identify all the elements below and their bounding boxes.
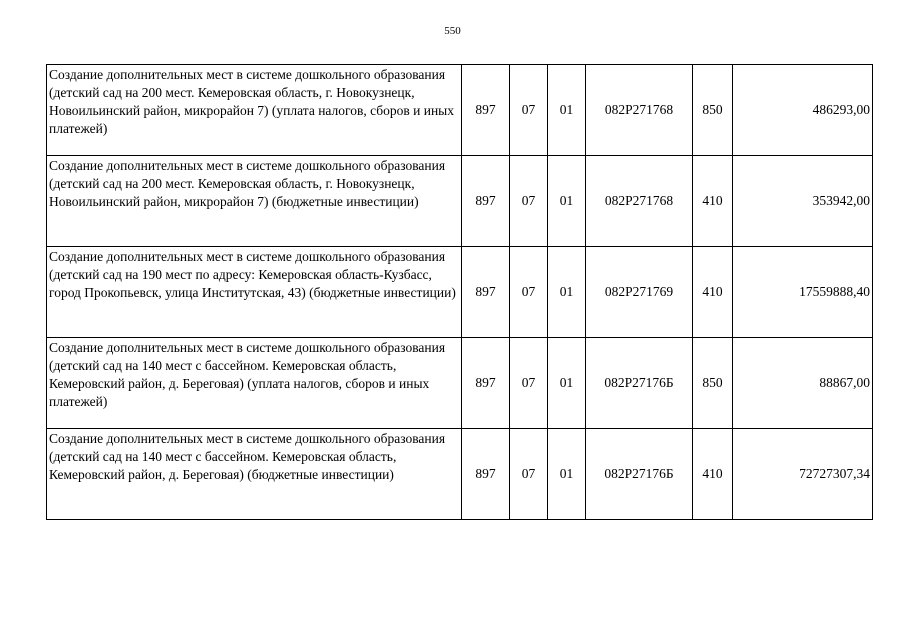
row-description: Создание дополнительных мест в системе дошкольного образования (детский сад на 140 мест с бассейном. Кемеровская область, Кемеровский район, д. Береговая) (бюджетные инвестиции) bbox=[47, 429, 462, 520]
target-article-code: 082P27176Б bbox=[586, 429, 693, 520]
section-code: 07 bbox=[510, 247, 548, 338]
amount-value: 353942,00 bbox=[733, 156, 873, 247]
budget-table bbox=[46, 64, 873, 520]
row-description: Создание дополнительных мест в системе дошкольного образования (детский сад на 200 мест. Кемеровская область, г. Новокузнецк, Новоильинский район, микрорайон 7) (уплата налогов, сборов и иных платежей) bbox=[47, 65, 462, 156]
row-description: Создание дополнительных мест в системе дошкольного образования (детский сад на 190 мест по адресу: Кемеровская область-Кузбасс, город Прокопьевск, улица Институтская, 43) (бюджетные инвестиции) bbox=[47, 247, 462, 338]
subsection-code: 01 bbox=[548, 156, 586, 247]
subsection-code: 01 bbox=[548, 65, 586, 156]
ministry-code: 897 bbox=[462, 429, 510, 520]
expense-type-code: 410 bbox=[693, 156, 733, 247]
section-code: 07 bbox=[510, 65, 548, 156]
subsection-code: 01 bbox=[548, 247, 586, 338]
target-article-code: 082P27176Б bbox=[586, 338, 693, 429]
target-article-code: 082P271768 bbox=[586, 156, 693, 247]
amount-value: 88867,00 bbox=[733, 338, 873, 429]
ministry-code: 897 bbox=[462, 338, 510, 429]
amount-value: 17559888,40 bbox=[733, 247, 873, 338]
target-article-code: 082P271769 bbox=[586, 247, 693, 338]
section-code: 07 bbox=[510, 156, 548, 247]
subsection-code: 01 bbox=[548, 429, 586, 520]
expense-type-code: 410 bbox=[693, 429, 733, 520]
target-article-code: 082P271768 bbox=[586, 65, 693, 156]
row-description: Создание дополнительных мест в системе дошкольного образования (детский сад на 140 мест с бассейном. Кемеровская область, Кемеровский район, д. Береговая) (уплата налогов, сборов и иных платежей) bbox=[47, 338, 462, 429]
page-number: 550 bbox=[444, 25, 461, 37]
table-row bbox=[47, 247, 873, 338]
subsection-code: 01 bbox=[548, 338, 586, 429]
expense-type-code: 850 bbox=[693, 65, 733, 156]
expense-type-code: 410 bbox=[693, 247, 733, 338]
table-row bbox=[47, 65, 873, 156]
amount-value: 486293,00 bbox=[733, 65, 873, 156]
table-row bbox=[47, 338, 873, 429]
amount-value: 72727307,34 bbox=[733, 429, 873, 520]
ministry-code: 897 bbox=[462, 156, 510, 247]
section-code: 07 bbox=[510, 429, 548, 520]
ministry-code: 897 bbox=[462, 65, 510, 156]
table-row bbox=[47, 156, 873, 247]
row-description: Создание дополнительных мест в системе дошкольного образования (детский сад на 200 мест. Кемеровская область, г. Новокузнецк, Новоильинский район, микрорайон 7) (бюджетные инвестиции) bbox=[47, 156, 462, 247]
expense-type-code: 850 bbox=[693, 338, 733, 429]
ministry-code: 897 bbox=[462, 247, 510, 338]
table-row bbox=[47, 429, 873, 520]
section-code: 07 bbox=[510, 338, 548, 429]
